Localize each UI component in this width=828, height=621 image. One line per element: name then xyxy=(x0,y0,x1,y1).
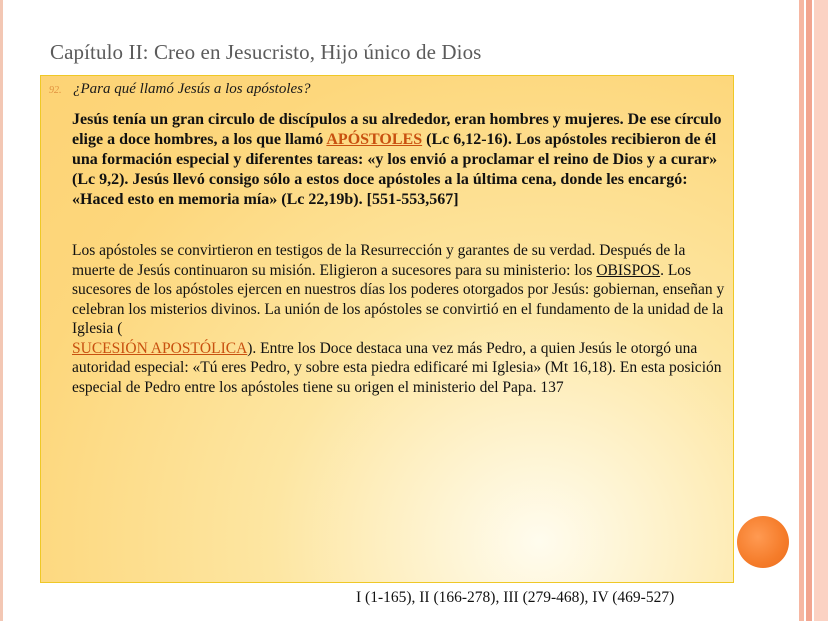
question-number: 92. xyxy=(49,85,62,96)
answer-summary-text-1: Jesús tenía un gran circulo de discípulos a su alrededor, eran hombres y mujeres. De ese círculo elige a doce hombres, a los que llamó xyxy=(72,111,722,148)
apostoles-link[interactable]: APÓSTOLES xyxy=(326,131,423,148)
answer-body-text-2: . Los sucesores de los apóstoles ejercen en nuestros días los poderes otorgados por Jesús: gobiernan, enseñan y celebran los misterios divinos. La unión de los apóstoles se convirtió en el fundamento de la unidad de la Iglesia ( xyxy=(72,261,725,337)
obispos-link[interactable]: OBISPOS xyxy=(596,261,661,279)
content-box xyxy=(40,75,734,583)
answer-body xyxy=(72,241,732,397)
answer-summary xyxy=(72,110,732,210)
footer-section-index: I (1-165), II (166-278), III (279-468), IV (469-527) xyxy=(356,589,675,606)
answer-body-text-3: ). Entre los Doce destaca una vez más Pedro, a quien Jesús le otorgó una autoridad especial: «Tú eres Pedro, y sobre esta piedra edificaré mi Iglesia» (Mt 16,18). En esta posición especial de Pedro entre los apóstoles tiene su origen el ministerio del Papa. xyxy=(72,339,722,396)
reference-link[interactable]: 137 xyxy=(540,378,564,396)
question-text: ¿Para qué llamó Jesús a los apóstoles? xyxy=(73,81,311,97)
orange-circle-decoration xyxy=(737,516,789,568)
sucesion-apostolica-link[interactable]: SUCESIÓN APOSTÓLICA xyxy=(72,339,248,357)
right-decorative-stripes xyxy=(796,0,828,621)
answer-summary-text-2: (Lc 6,12-16). Los apóstoles recibieron de él una formación especial y diferentes tareas: «y los envió a proclamar el reino de Dios y a curar» (Lc 9,2). Jesús llevó consigo sólo a estos doce apóstoles a la última cena, donde les encargó: «Haced esto en memoria mía» (Lc 22,19b). [551-553,567] xyxy=(72,131,718,208)
answer-body-text-1: Los apóstoles se convirtieron en testigos de la Resurrección y garantes de su verdad. Después de la muerte de Jesús continuaron su misión. Eligieron a sucesores para su ministerio: los xyxy=(72,242,686,279)
left-border-line xyxy=(0,0,3,621)
page-title: Capítulo II: Creo en Jesucristo, Hijo único de Dios xyxy=(50,40,482,64)
